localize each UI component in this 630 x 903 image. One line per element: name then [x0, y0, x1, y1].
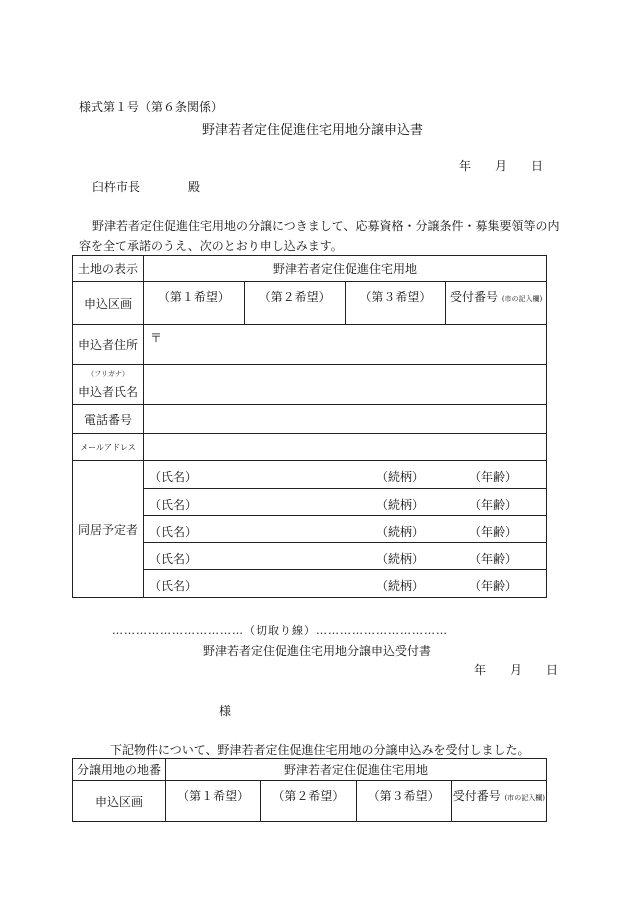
block-choices — [144, 282, 547, 325]
receipt-statement: 下記物件について、野津若者定住促進住宅用地の分譲申込みを受付しました。 — [110, 743, 530, 757]
choice-1-label: （第１希望） — [157, 290, 230, 304]
email-field[interactable] — [144, 434, 547, 461]
receipt-reception-number-label: 受付番号 — [452, 789, 501, 803]
block-label: 申込区画 — [73, 282, 144, 325]
lot-value: 野津若者定住促進住宅用地 — [166, 759, 547, 781]
cohabitant-relation: （続柄） — [376, 552, 425, 566]
land-label: 土地の表示 — [73, 256, 144, 282]
cohabitant-name: （氏名） — [149, 552, 198, 566]
receipt-choice-3-label: （第３希望） — [367, 789, 440, 803]
application-table — [72, 255, 547, 598]
cohabitant-name: （氏名） — [149, 579, 198, 593]
address-field[interactable] — [144, 325, 547, 365]
choice-3-label: （第３希望） — [359, 290, 432, 304]
receipt-table — [72, 758, 547, 822]
city-use-note: (市の記入欄) — [501, 295, 543, 303]
cohabitant-age: （年齢） — [469, 552, 518, 566]
email-label: メールアドレス — [73, 434, 144, 461]
choice-2-label: （第２希望） — [258, 290, 331, 304]
land-value: 野津若者定住促進住宅用地 — [144, 256, 547, 282]
receipt-honorific: 様 — [219, 704, 232, 718]
choice-1-field[interactable] — [144, 282, 244, 324]
form-title: 野津若者定住促進住宅用地分譲申込書 — [202, 123, 424, 138]
reception-number-field — [445, 282, 546, 324]
intro-text-line1: 野津若者定住促進住宅用地の分譲につきまして、応募資格・分譲条件・募集要領等の内 — [92, 219, 560, 233]
cohabitant-relation: （続柄） — [376, 579, 425, 593]
address-label: 申込者住所 — [73, 325, 144, 365]
cohabitant-relation: （続柄） — [376, 525, 425, 539]
cohabitant-row[interactable] — [144, 570, 547, 598]
cohabitant-relation: （続柄） — [376, 498, 425, 512]
cohabitant-relation: （続柄） — [376, 470, 425, 484]
receipt-choice-3-field[interactable] — [356, 781, 451, 821]
form-number: 様式第１号（第６条関係） — [79, 100, 224, 114]
receipt-choice-2-label: （第２希望） — [272, 789, 345, 803]
receipt-choice-1-label: （第１希望） — [177, 789, 250, 803]
application-date: 年 月 日 — [459, 159, 544, 173]
cohabitant-row[interactable] — [144, 489, 547, 516]
lot-label: 分譲用地の地番 — [73, 759, 166, 781]
postal-mark: 〒 — [150, 331, 163, 345]
cohabitant-age: （年齢） — [469, 525, 518, 539]
cohabitant-age: （年齢） — [469, 579, 518, 593]
name-label: 申込者氏名 — [77, 385, 138, 399]
receipt-date: 年 月 日 — [474, 663, 559, 677]
receipt-choice-2-field[interactable] — [260, 781, 355, 821]
cohabitant-row[interactable] — [144, 516, 547, 543]
cohabitants-label: 同居予定者 — [73, 461, 144, 598]
receipt-block-choices — [166, 781, 547, 822]
cohabitant-age: （年齢） — [469, 498, 518, 512]
receipt-block-label: 申込区画 — [73, 781, 166, 822]
reception-number-label: 受付番号 — [449, 290, 498, 304]
cohabitant-name: （氏名） — [149, 525, 198, 539]
cohabitant-age: （年齢） — [469, 470, 518, 484]
cohabitant-name: （氏名） — [149, 498, 198, 512]
intro-text-line2: 容を全て承諾のうえ、次のとおり申し込みます。 — [79, 239, 343, 253]
phone-label: 電話番号 — [73, 405, 144, 434]
receipt-city-use-note: (市の記入欄) — [504, 794, 546, 802]
receipt-title: 野津若者定住促進住宅用地分譲申込受付書 — [203, 644, 432, 658]
name-label-cell — [73, 365, 144, 405]
cohabitant-name: （氏名） — [149, 470, 198, 484]
cohabitant-row[interactable] — [144, 461, 547, 489]
cut-line: ……………………………（切取り線）…………………………… — [112, 624, 448, 637]
receipt-reception-number-field — [451, 781, 546, 821]
choice-2-field[interactable] — [244, 282, 345, 324]
name-field[interactable] — [144, 365, 547, 405]
receipt-choice-1-field[interactable] — [166, 781, 260, 821]
choice-3-field[interactable] — [345, 282, 446, 324]
addressee: 臼杵市長 殿 — [92, 180, 201, 194]
cohabitant-row[interactable] — [144, 543, 547, 570]
furigana-label: （フリガナ） — [87, 370, 129, 378]
phone-field[interactable] — [144, 405, 547, 434]
